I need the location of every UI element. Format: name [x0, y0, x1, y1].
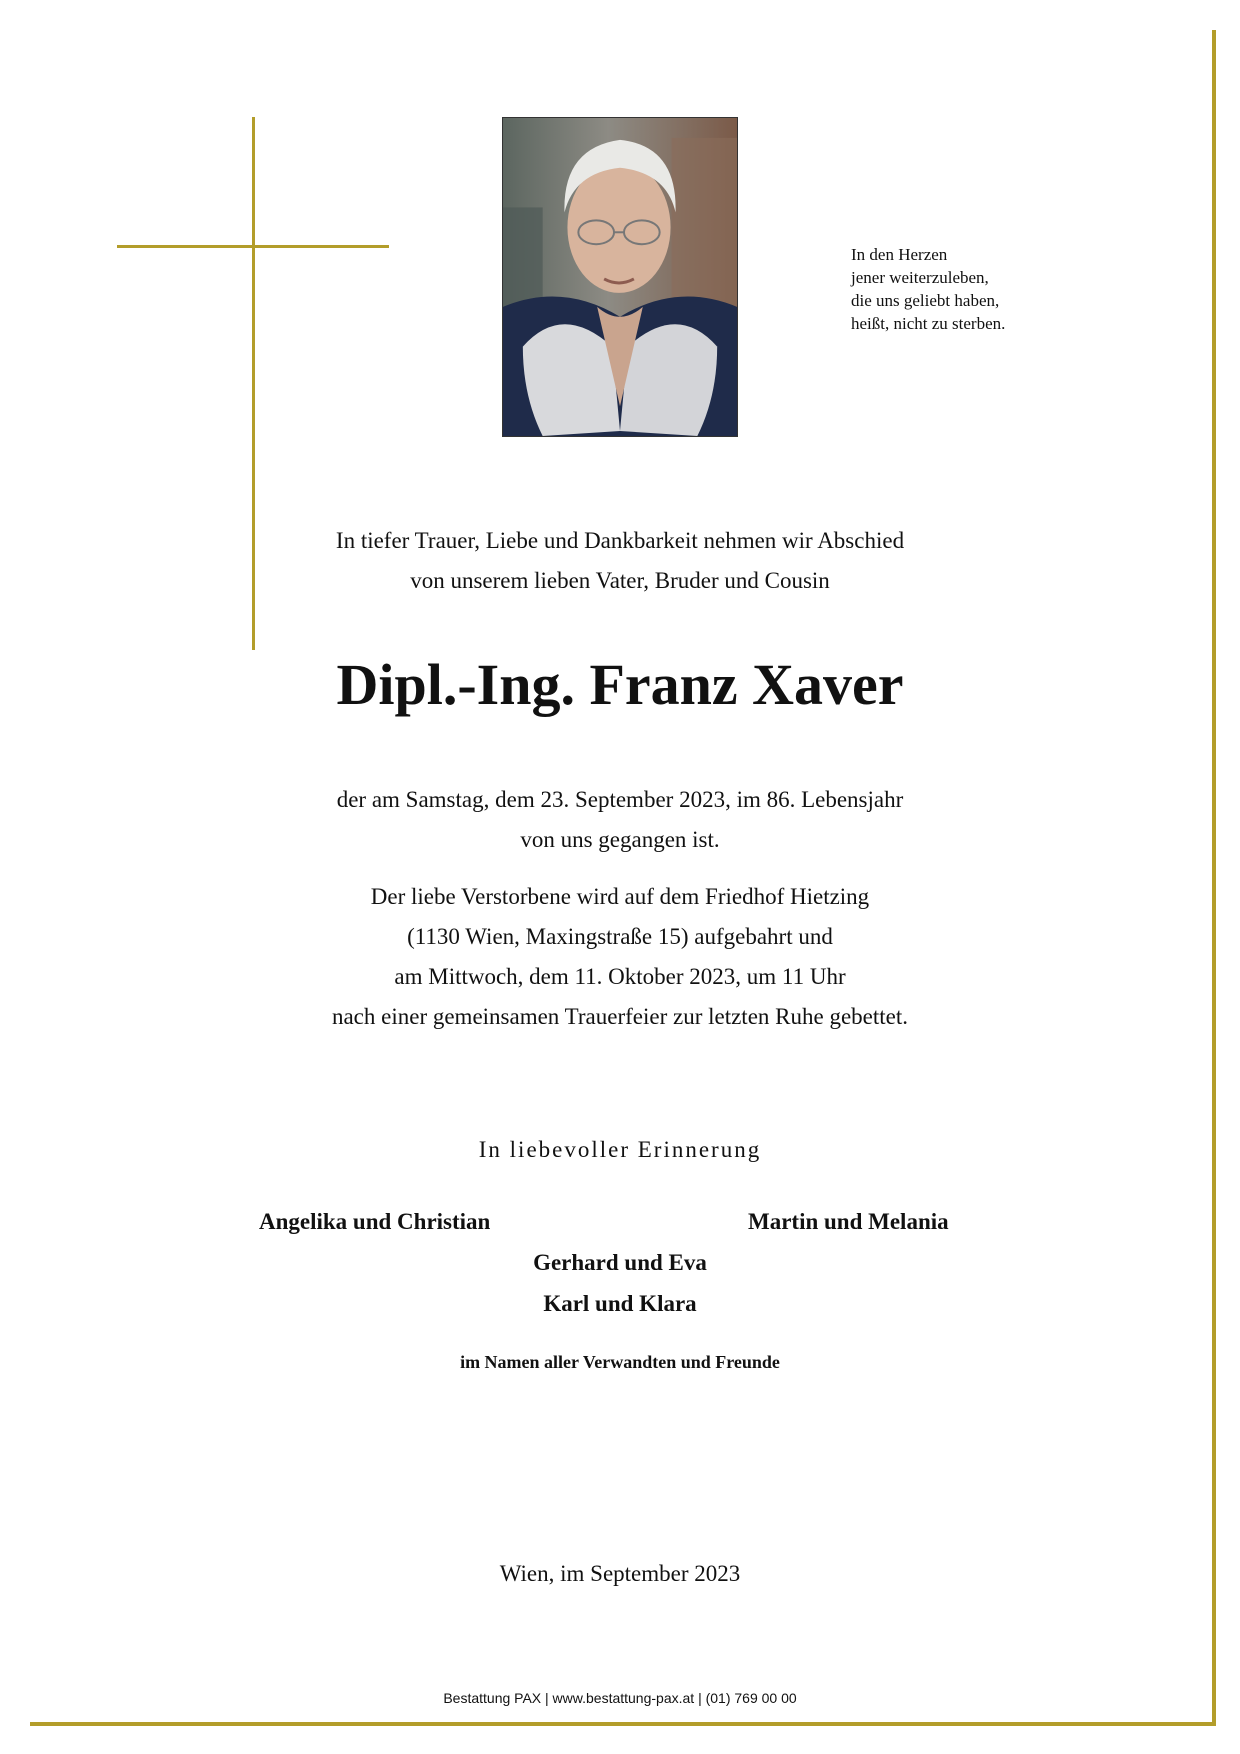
quote-line: die uns geliebt haben, — [851, 291, 1000, 310]
family-left: Angelika und Christian — [259, 1209, 491, 1234]
memorial-quote — [851, 243, 1091, 335]
memory-heading: In liebevoller Erinnerung — [478, 1137, 762, 1162]
family-center-2: Karl und Klara — [543, 1291, 697, 1316]
footer-funeral-home: Bestattung PAX | www.bestattung-pax.at | (01) 769 00 00 — [443, 1690, 797, 1706]
intro-text — [200, 521, 1040, 601]
family-note: im Namen aller Verwandten und Freunde — [460, 1352, 780, 1372]
burial-line-1: Der liebe Verstorbene wird auf dem Friedhof Hietzing — [370, 884, 870, 909]
burial-details — [200, 877, 1040, 1037]
portrait-photo — [502, 117, 738, 437]
burial-line-4: nach einer gemeinsamen Trauerfeier zur letzten Ruhe gebettet. — [331, 1004, 909, 1029]
intro-line-1: In tiefer Trauer, Liebe und Dankbarkeit nehmen wir Abschied — [335, 528, 905, 553]
frame-right-line — [1212, 30, 1216, 1726]
death-line-1: der am Samstag, dem 23. September 2023, im 86. Lebensjahr — [336, 787, 904, 812]
burial-line-3: am Mittwoch, dem 11. Oktober 2023, um 11 Uhr — [394, 964, 846, 989]
burial-line-2: (1130 Wien, Maxingstraße 15) aufgebahrt und — [407, 924, 833, 949]
frame-bottom-line — [30, 1722, 1216, 1726]
cross-horizontal-bar — [117, 245, 389, 248]
deceased-name: Dipl.-Ing. Franz Xaver — [336, 652, 904, 717]
family-right: Martin und Melania — [748, 1209, 949, 1234]
intro-line-2: von unserem lieben Vater, Bruder und Cousin — [410, 568, 830, 593]
death-line-2: von uns gegangen ist. — [520, 827, 720, 852]
death-notice — [200, 780, 1040, 860]
quote-line: heißt, nicht zu sterben. — [851, 314, 1006, 333]
family-center-1: Gerhard und Eva — [533, 1250, 707, 1275]
quote-line: jener weiterzuleben, — [851, 268, 989, 287]
quote-line: In den Herzen — [851, 245, 948, 264]
place-date: Wien, im September 2023 — [499, 1561, 741, 1586]
